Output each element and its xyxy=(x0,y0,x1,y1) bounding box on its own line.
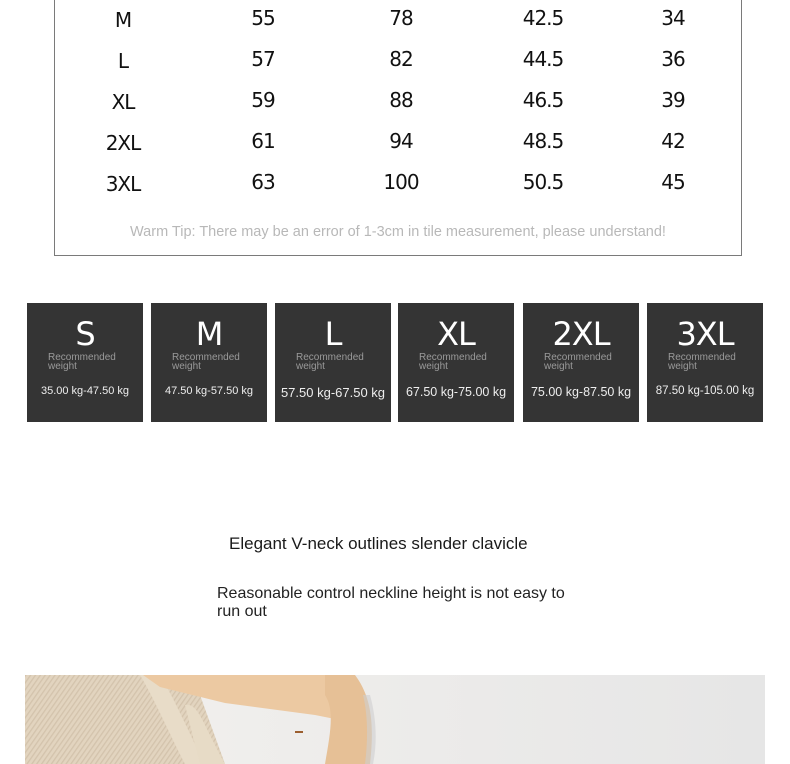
card-caption: Recommended weight xyxy=(172,352,240,372)
card-weight-range: 87.50 kg-105.00 kg xyxy=(655,385,755,397)
size-chart-table xyxy=(54,0,742,256)
warm-tip-note: Warm Tip: There may be an error of 1-3cm in tile measurement, please understand! xyxy=(130,224,666,240)
card-weight-range: 47.50 kg-57.50 kg xyxy=(164,385,254,397)
card-caption: Recommended weight xyxy=(48,352,116,372)
size-cell: L xyxy=(117,49,129,73)
table-row xyxy=(55,129,741,169)
value-cell: 94 xyxy=(389,129,413,153)
weight-card-m xyxy=(151,303,267,422)
card-size-label: S xyxy=(75,315,95,353)
value-cell: 46.5 xyxy=(522,88,564,112)
value-cell: 61 xyxy=(251,129,275,153)
card-weight-range: 67.50 kg-75.00 kg xyxy=(405,385,507,399)
card-size-label: XL xyxy=(437,315,475,353)
table-row xyxy=(55,6,741,46)
value-cell: 100 xyxy=(383,170,419,194)
value-cell: 34 xyxy=(661,6,685,30)
weight-card-2xl xyxy=(523,303,639,422)
card-size-label: 2XL xyxy=(552,315,610,353)
size-cell: M xyxy=(114,8,132,32)
card-size-label: M xyxy=(195,315,223,353)
weight-recommendation-cards xyxy=(27,303,763,422)
value-cell: 44.5 xyxy=(522,47,564,71)
value-cell: 42.5 xyxy=(522,6,564,30)
table-row xyxy=(55,47,741,87)
card-caption: Recommended weight xyxy=(296,352,364,372)
weight-card-s xyxy=(27,303,143,422)
feature-description: Reasonable control neckline height is not easy to run out xyxy=(217,585,565,620)
card-size-label: L xyxy=(324,315,342,353)
sweater-on-hanger-image xyxy=(25,675,765,764)
card-weight-range: 57.50 kg-67.50 kg xyxy=(280,385,386,400)
value-cell: 88 xyxy=(389,88,413,112)
size-cell: 3XL xyxy=(105,172,141,196)
value-cell: 59 xyxy=(251,88,275,112)
card-caption: Recommended weight xyxy=(668,352,736,372)
table-row xyxy=(55,170,741,210)
card-weight-range: 75.00 kg-87.50 kg xyxy=(530,385,632,399)
value-cell: 82 xyxy=(389,47,413,71)
value-cell: 39 xyxy=(661,88,685,112)
weight-card-l xyxy=(275,303,391,422)
product-photo-neckline xyxy=(25,675,765,764)
feature-headline: Elegant V-neck outlines slender clavicle xyxy=(229,534,528,553)
value-cell: 36 xyxy=(661,47,685,71)
card-caption: Recommended weight xyxy=(544,352,612,372)
weight-card-3xl xyxy=(647,303,763,422)
card-caption: Recommended weight xyxy=(419,352,487,372)
value-cell: 63 xyxy=(251,170,275,194)
card-size-label: 3XL xyxy=(676,315,734,353)
value-cell: 57 xyxy=(251,47,275,71)
size-cell: XL xyxy=(111,90,135,114)
weight-card-xl xyxy=(398,303,514,422)
value-cell: 55 xyxy=(251,6,275,30)
value-cell: 48.5 xyxy=(522,129,564,153)
card-weight-range: 35.00 kg-47.50 kg xyxy=(40,385,130,397)
size-cell: 2XL xyxy=(105,131,141,155)
table-row xyxy=(55,88,741,128)
value-cell: 50.5 xyxy=(522,170,564,194)
value-cell: 42 xyxy=(661,129,685,153)
value-cell: 45 xyxy=(661,170,685,194)
value-cell: 78 xyxy=(389,6,413,30)
